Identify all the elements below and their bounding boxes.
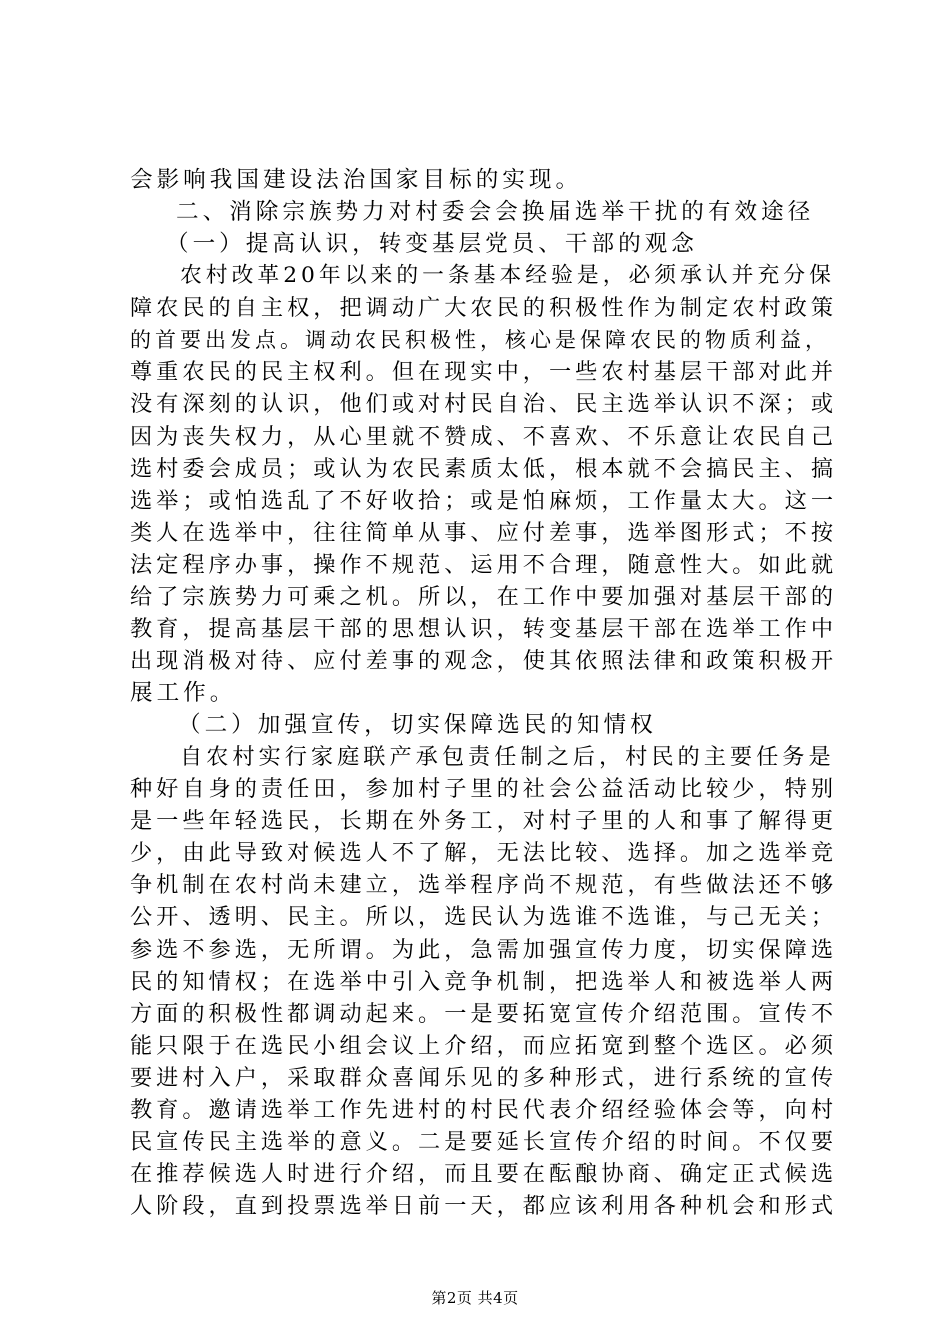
section-heading: 二、消除宗族势力对村委会会换届选举干扰的有效途径 [176, 199, 815, 226]
text-line: 方面的积极性都调动起来。一是要拓宽宣传介绍范围。宣传不 [130, 1000, 838, 1027]
text-line: 选举；或怕选乱了不好收拾；或是怕麻烦，工作量太大。这一 [130, 487, 838, 514]
text-line: 障农民的自主权，把调动广大农民的积极性作为制定农村政策 [130, 295, 838, 322]
text-line: 参选不参选，无所谓。为此，急需加强宣传力度，切实保障选 [130, 936, 838, 963]
text-line: 民宣传民主选举的意义。二是要延长宣传介绍的时间。不仅要 [130, 1128, 838, 1155]
text-line: 因为丧失权力，从心里就不赞成、不喜欢、不乐意让农民自己 [130, 423, 838, 450]
text-line: 民的知情权；在选举中引入竞争机制，把选举人和被选举人两 [130, 968, 838, 995]
page-number-footer: 第2页 共4页 [431, 1289, 519, 1307]
subsection-heading: （二）加强宣传，切实保障选民的知情权 [178, 712, 657, 739]
text-line: 公开、透明、民主。所以，选民认为选谁不选谁，与己无关； [130, 904, 838, 931]
text-line: 的首要出发点。调动农民积极性，核心是保障农民的物质利益， [130, 328, 830, 353]
subsection-heading: （一）提高认识，转变基层党员、干部的观念 [166, 231, 698, 258]
text-line: 自农村实行家庭联产承包责任制之后，村民的主要任务是 [180, 744, 835, 771]
text-line: 要进村入户，采取群众喜闻乐见的多种形式，进行系统的宣传 [130, 1064, 838, 1091]
text-line: 教育。邀请选举工作先进村的村民代表介绍经验体会等，向村 [130, 1096, 838, 1123]
text-line: 没有深刻的认识，他们或对村民自治、民主选举认识不深；或 [130, 391, 838, 418]
text-line: 争机制在农村尚未建立，选举程序尚不规范，有些做法还不够 [130, 872, 838, 899]
text-line: 少，由此导致对候选人不了解，无法比较、选择。加之选举竞 [130, 840, 838, 867]
text-line: 种好自身的责任田，参加村子里的社会公益活动比较少，特别 [130, 776, 838, 803]
text-line: 在推荐候选人时进行介绍，而且要在酝酿协商、确定正式候选 [130, 1160, 838, 1187]
text-line: 农村改革20年以来的一条基本经验是，必须承认并充分保 [180, 263, 835, 289]
text-line: 出现消极对待、应付差事的观念，使其依照法律和政策积极开 [130, 647, 838, 674]
text-line: 给了宗族势力可乘之机。所以，在工作中要加强对基层干部的 [130, 583, 838, 610]
text-line: 尊重农民的民主权利。但在现实中，一些农村基层干部对此并 [130, 359, 838, 386]
text-line: 选村委会成员；或认为农民素质太低，根本就不会搞民主、搞 [130, 455, 838, 482]
text-line: 类人在选举中，往往简单从事、应付差事，选举图形式；不按 [130, 519, 838, 546]
text-line: 人阶段，直到投票选举日前一天，都应该利用各种机会和形式 [130, 1193, 838, 1219]
text-line: 展工作。 [130, 680, 237, 706]
text-line: 是一些年轻选民，长期在外务工，对村子里的人和事了解得更 [130, 808, 838, 835]
text-line: 能只限于在选民小组会议上介绍，而应拓宽到整个选区。必须 [130, 1032, 838, 1059]
text-line: 会影响我国建设法治国家目标的实现。 [130, 167, 583, 193]
text-line: 教育，提高基层干部的思想认识，转变基层干部在选举工作中 [130, 615, 838, 642]
text-line: 法定程序办事，操作不规范、运用不合理，随意性大。如此就 [130, 551, 838, 578]
